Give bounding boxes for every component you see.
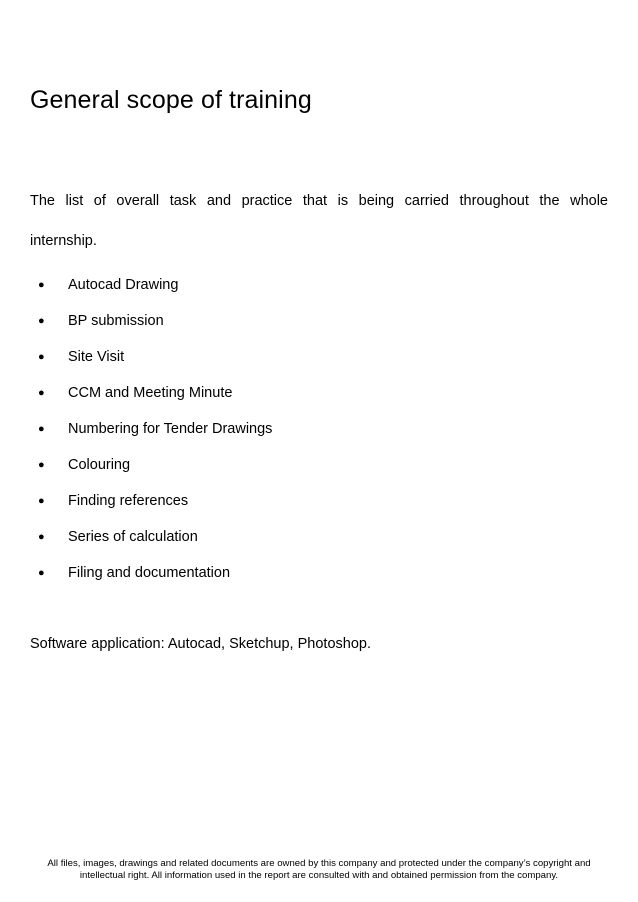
list-item <box>30 419 590 455</box>
list-item <box>30 563 590 599</box>
task-label: Autocad Drawing <box>68 277 179 293</box>
bullet-icon: ● <box>38 495 45 507</box>
list-item <box>30 491 590 527</box>
list-item <box>30 527 590 563</box>
bullet-icon: ● <box>38 459 45 471</box>
page-title: General scope of training <box>30 86 312 114</box>
task-label: Numbering for Tender Drawings <box>68 421 273 437</box>
software-line: Software application: Autocad, Sketchup, Photoshop. <box>30 636 371 652</box>
list-item <box>30 383 590 419</box>
bullet-icon: ● <box>38 315 45 327</box>
task-label: BP submission <box>68 313 164 329</box>
task-list <box>30 275 590 599</box>
list-item <box>30 311 590 347</box>
task-label: CCM and Meeting Minute <box>68 385 233 401</box>
bullet-icon: ● <box>38 423 45 435</box>
bullet-icon: ● <box>38 531 45 543</box>
task-label: Filing and documentation <box>68 565 231 581</box>
task-label: Series of calculation <box>68 529 198 545</box>
bullet-icon: ● <box>38 567 45 579</box>
list-item <box>30 347 590 383</box>
list-item <box>30 275 590 311</box>
task-label: Site Visit <box>68 349 125 365</box>
bullet-icon: ● <box>38 351 45 363</box>
list-item <box>30 455 590 491</box>
copyright-footer: All files, images, drawings and related documents are owned by this company and protected under the company’s copyright and intellectual right. All information used in the report are consulted with and obtained permission from the company. <box>47 858 591 881</box>
task-label: Colouring <box>68 457 131 473</box>
bullet-icon: ● <box>38 279 45 291</box>
intro-paragraph: The list of overall task and practice that is being carried throughout the whole internship. <box>30 193 608 249</box>
task-label: Finding references <box>68 493 189 509</box>
bullet-icon: ● <box>38 387 45 399</box>
